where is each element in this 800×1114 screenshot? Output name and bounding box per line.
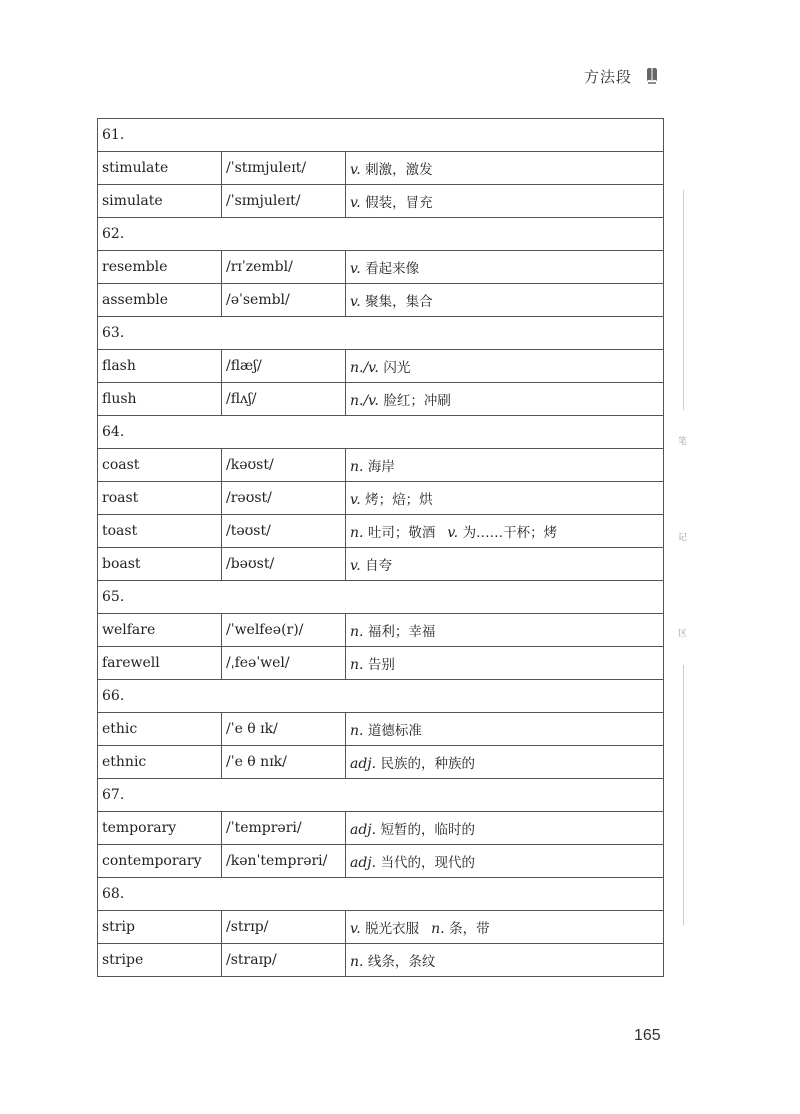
word-cell: resemble	[98, 251, 222, 284]
meaning-text: 闪光	[383, 360, 411, 376]
meaning-text: 看起来像	[365, 261, 420, 277]
definition-cell	[346, 845, 664, 878]
meaning-text: 为……干杯；烤	[462, 525, 558, 541]
definition-cell	[346, 614, 664, 647]
definition-cell	[346, 350, 664, 383]
word-cell: simulate	[98, 185, 222, 218]
meaning-text: 条，带	[449, 921, 490, 937]
vocab-table	[97, 118, 664, 977]
word-cell: boast	[98, 548, 222, 581]
book-icon	[645, 66, 659, 86]
meaning-text: 当代的，现代的	[380, 855, 476, 871]
group-number: 61.	[98, 119, 664, 152]
word-row	[98, 482, 664, 515]
ipa-cell: /flʌʃ/	[222, 383, 346, 416]
word-cell: roast	[98, 482, 222, 515]
part-of-speech: v.	[350, 492, 361, 508]
header-title: 方法段	[584, 68, 633, 86]
ipa-cell: /kəʊst/	[222, 449, 346, 482]
part-of-speech: n.	[350, 723, 364, 739]
definition-cell	[346, 515, 664, 548]
part-of-speech: v.	[350, 921, 361, 937]
page-number: 165	[634, 1027, 661, 1044]
part-of-speech: adj.	[350, 822, 377, 838]
meaning-text: 短暂的，临时的	[380, 822, 476, 838]
word-cell: flash	[98, 350, 222, 383]
group-header-row	[98, 878, 664, 911]
group-number: 64.	[98, 416, 664, 449]
word-row	[98, 515, 664, 548]
word-cell: ethnic	[98, 746, 222, 779]
ipa-cell: /flæʃ/	[222, 350, 346, 383]
word-row	[98, 614, 664, 647]
word-row	[98, 350, 664, 383]
word-row	[98, 251, 664, 284]
meaning-text: 海岸	[367, 459, 395, 475]
definition-cell	[346, 911, 664, 944]
side-note-char: 记	[678, 533, 688, 543]
meaning-text: 告别	[367, 657, 395, 673]
part-of-speech: n./v.	[350, 360, 379, 376]
meaning-text: 聚集，集合	[365, 294, 433, 310]
word-cell: farewell	[98, 647, 222, 680]
group-number: 65.	[98, 581, 664, 614]
meaning-text: 自夸	[365, 558, 393, 574]
part-of-speech: v.	[447, 525, 459, 541]
ipa-cell: /ˈwelfeə(r)/	[222, 614, 346, 647]
word-cell: ethic	[98, 713, 222, 746]
ipa-cell: /ˈstɪmjuleɪt/	[222, 152, 346, 185]
ipa-cell: /bəʊst/	[222, 548, 346, 581]
word-cell: temporary	[98, 812, 222, 845]
ipa-cell: /ˈe θ nɪk/	[222, 746, 346, 779]
definition-cell	[346, 713, 664, 746]
group-header-row	[98, 317, 664, 350]
definition-cell	[346, 482, 664, 515]
ipa-cell: /rəʊst/	[222, 482, 346, 515]
word-row	[98, 944, 664, 977]
group-header-row	[98, 416, 664, 449]
word-cell: coast	[98, 449, 222, 482]
word-row	[98, 449, 664, 482]
part-of-speech: n.	[431, 921, 445, 937]
definition-cell	[346, 548, 664, 581]
group-number: 66.	[98, 680, 664, 713]
meaning-text: 脱光衣服	[365, 921, 420, 937]
part-of-speech: n.	[350, 624, 364, 640]
ipa-cell: /ˈsɪmjuleɪt/	[222, 185, 346, 218]
meaning-text: 民族的，种族的	[380, 756, 476, 772]
word-row	[98, 713, 664, 746]
word-row	[98, 911, 664, 944]
definition-cell	[346, 185, 664, 218]
side-note-char: 笔	[678, 437, 688, 447]
part-of-speech: v.	[350, 195, 361, 211]
meaning-text: 吐司；敬酒	[367, 525, 436, 541]
meaning-text: 道德标准	[367, 723, 422, 739]
ipa-cell: /ˈtemprəri/	[222, 812, 346, 845]
part-of-speech: v.	[350, 558, 361, 574]
word-cell: stimulate	[98, 152, 222, 185]
meaning-text: 脸红；冲刷	[383, 393, 451, 409]
side-divider-bottom	[683, 665, 684, 925]
word-row	[98, 152, 664, 185]
definition-cell	[346, 152, 664, 185]
ipa-cell: /ˈe θ ɪk/	[222, 713, 346, 746]
part-of-speech: v.	[350, 261, 361, 277]
ipa-cell: /təʊst/	[222, 515, 346, 548]
part-of-speech: v.	[350, 294, 361, 310]
definition-cell	[346, 284, 664, 317]
definition-cell	[346, 746, 664, 779]
definition-cell	[346, 383, 664, 416]
meaning-text: 福利；幸福	[367, 624, 436, 640]
meaning-text: 烤；焙；烘	[365, 492, 433, 508]
definition-cell	[346, 647, 664, 680]
group-number: 62.	[98, 218, 664, 251]
part-of-speech: n.	[350, 954, 364, 970]
word-cell: toast	[98, 515, 222, 548]
ipa-cell: /straɪp/	[222, 944, 346, 977]
word-cell: assemble	[98, 284, 222, 317]
word-row	[98, 548, 664, 581]
definition-cell	[346, 449, 664, 482]
meaning-text: 刺激，激发	[365, 162, 433, 178]
definition-cell	[346, 812, 664, 845]
word-row	[98, 845, 664, 878]
ipa-cell: /əˈsembl/	[222, 284, 346, 317]
meaning-text: 线条，条纹	[367, 954, 436, 970]
side-note-char: 区	[678, 629, 688, 639]
side-divider-top	[683, 190, 684, 410]
group-header-row	[98, 779, 664, 812]
part-of-speech: n.	[350, 657, 364, 673]
group-number: 67.	[98, 779, 664, 812]
word-cell: strip	[98, 911, 222, 944]
word-row	[98, 185, 664, 218]
group-header-row	[98, 218, 664, 251]
word-row	[98, 812, 664, 845]
part-of-speech: adj.	[350, 855, 377, 871]
group-header-row	[98, 680, 664, 713]
part-of-speech: v.	[350, 162, 361, 178]
word-row	[98, 383, 664, 416]
word-cell: stripe	[98, 944, 222, 977]
ipa-cell: /ˌfeəˈwel/	[222, 647, 346, 680]
ipa-cell: /strɪp/	[222, 911, 346, 944]
definition-cell	[346, 944, 664, 977]
word-row	[98, 746, 664, 779]
part-of-speech: adj.	[350, 756, 377, 772]
group-number: 68.	[98, 878, 664, 911]
part-of-speech: n.	[350, 459, 364, 475]
word-row	[98, 284, 664, 317]
group-header-row	[98, 119, 664, 152]
ipa-cell: /rɪˈzembl/	[222, 251, 346, 284]
part-of-speech: n./v.	[350, 393, 379, 409]
group-number: 63.	[98, 317, 664, 350]
word-cell: welfare	[98, 614, 222, 647]
word-row	[98, 647, 664, 680]
meaning-text: 假装，冒充	[365, 195, 433, 211]
word-cell: contemporary	[98, 845, 222, 878]
word-cell: flush	[98, 383, 222, 416]
definition-cell	[346, 251, 664, 284]
part-of-speech: n.	[350, 525, 364, 541]
ipa-cell: /kənˈtemprəri/	[222, 845, 346, 878]
group-header-row	[98, 581, 664, 614]
